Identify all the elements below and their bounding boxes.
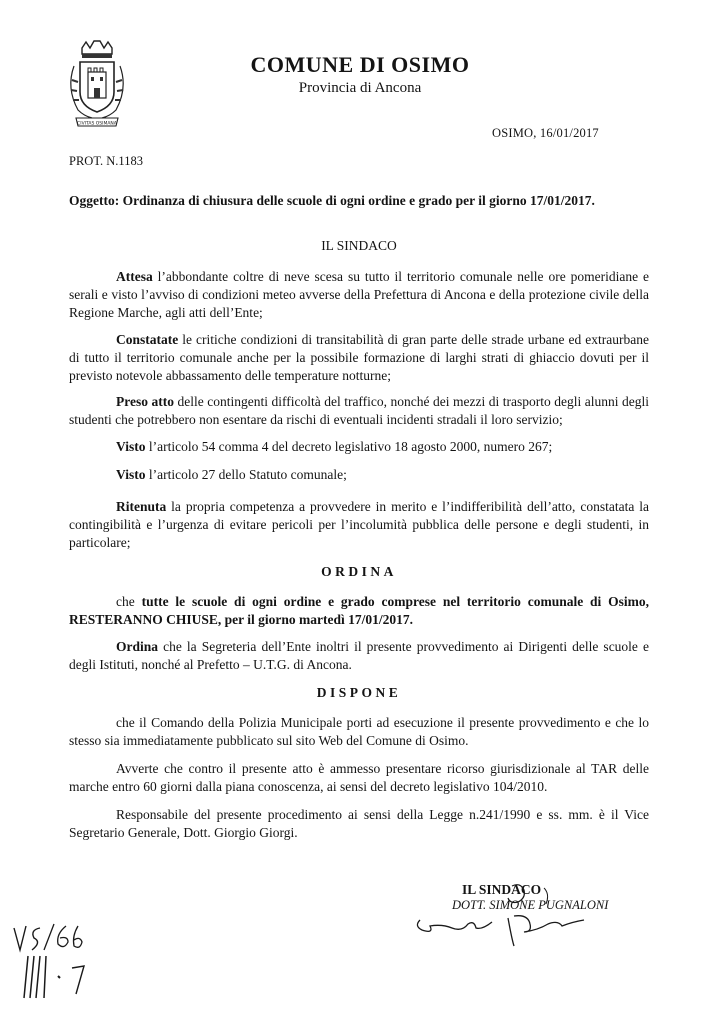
protocol-number: PROT. N.1183	[69, 154, 143, 168]
premise-lead: Ritenuta	[116, 499, 167, 514]
premise-lead: Constatate	[116, 332, 179, 347]
handwritten-signature-icon	[412, 880, 602, 960]
premise-paragraph	[69, 498, 649, 552]
premise-paragraph	[69, 331, 649, 385]
premise-lead: Visto	[116, 439, 146, 454]
premise-lead: Visto	[116, 467, 146, 482]
premise-paragraph	[69, 466, 649, 484]
municipality-name: COMUNE DI OSIMO	[250, 52, 470, 77]
municipal-crest-icon	[62, 40, 132, 132]
handwritten-note-icon	[10, 920, 100, 1000]
premise-text: le critiche condizioni di transitabilità di gran parte delle strade urbane ed extraurbane di tutto il territorio comunale anche per la possibile formazione di larghi strati di ghiaccio dovuti per il previsto notevole abbassamento delle temperature notturne;	[69, 332, 649, 383]
signature-name: DOTT. SIMONE PUGNALONI	[452, 898, 609, 912]
place-date: OSIMO, 16/01/2017	[492, 126, 599, 140]
provisions-heading: DISPONE	[316, 685, 402, 700]
premise-text: l’abbondante coltre di neve scesa su tutto il territorio comunale nelle ore pomeridiane e serali e visto l’avviso di condizioni meteo avverse della Prefettura di Ancona e della protezione civile della Regione Marche, agli atti dell’Ente;	[69, 269, 649, 320]
order-secondary	[69, 638, 649, 674]
premise-text: la propria competenza a provvedere in merito e l’indifferibilità dell’atto, constatata la contingibilità e l’urgenza di evitare pericoli per l’incolumità pubblica delle persone e degli studenti, in particolare;	[69, 499, 649, 550]
premise-paragraph	[69, 268, 649, 322]
premise-paragraph	[69, 393, 649, 429]
order-main-pre: che	[116, 594, 142, 609]
order-secondary-text: che la Segreteria dell’Ente inoltri il presente provvedimento ai Dirigenti delle scuole e degli Istituti, nonché al Prefetto – U.T.G. di Ancona.	[69, 639, 649, 672]
signature-title: IL SINDACO	[462, 882, 542, 897]
premise-lead: Attesa	[116, 269, 153, 284]
subject-line	[69, 193, 595, 209]
premise-text: l’articolo 54 comma 4 del decreto legislativo 18 agosto 2000, numero 267;	[145, 439, 553, 454]
responsible-notice: Responsabile del presente procedimento ai sensi della Legge n.241/1990 e ss. mm. è il Vice Segretario Generale, Dott. Giorgio Giorgi.	[69, 807, 649, 840]
orders-heading: ORDINA	[321, 564, 397, 579]
subject-text: Ordinanza di chiusura delle scuole di ogni ordine e grado per il giorno 17/01/2017.	[122, 193, 595, 208]
crest-motto: CIVITAS OSIMANA	[77, 121, 117, 127]
premise-lead: Preso atto	[116, 394, 174, 409]
order-main	[69, 593, 649, 629]
order-main-text: tutte le scuole di ogni ordine e grado comprese nel territorio comunale di Osimo, RESTERANNO CHIUSE, per il giorno martedì 17/01/2017.	[69, 594, 650, 627]
premise-paragraph	[69, 438, 649, 456]
premise-text: delle contingenti difficoltà del traffico, nonché dei mezzi di trasporto degli alunni degli studenti che potrebbero non esentare da rischi di eventuali incidenti stradali il loro servizio;	[69, 394, 649, 427]
order-secondary-lead: Ordina	[116, 639, 159, 654]
province-name: Provincia di Ancona	[298, 80, 422, 96]
authority-heading: IL SINDACO	[321, 238, 397, 253]
premise-text: l’articolo 27 dello Statuto comunale;	[145, 467, 347, 482]
subject-label: Oggetto:	[69, 193, 120, 208]
provisions-text: che il Comando della Polizia Municipale porti ad esecuzione il presente provvedimento e che lo stesso sia immediatamente pubblicato sul sito Web del Comune di Osimo.	[69, 715, 649, 748]
appeal-notice: Avverte che contro il presente atto è ammesso presentare ricorso giurisdizionale al TAR delle marche entro 60 giorni dalla piana conoscenza, ai sensi del decreto legislativo 104/2010.	[69, 761, 649, 794]
